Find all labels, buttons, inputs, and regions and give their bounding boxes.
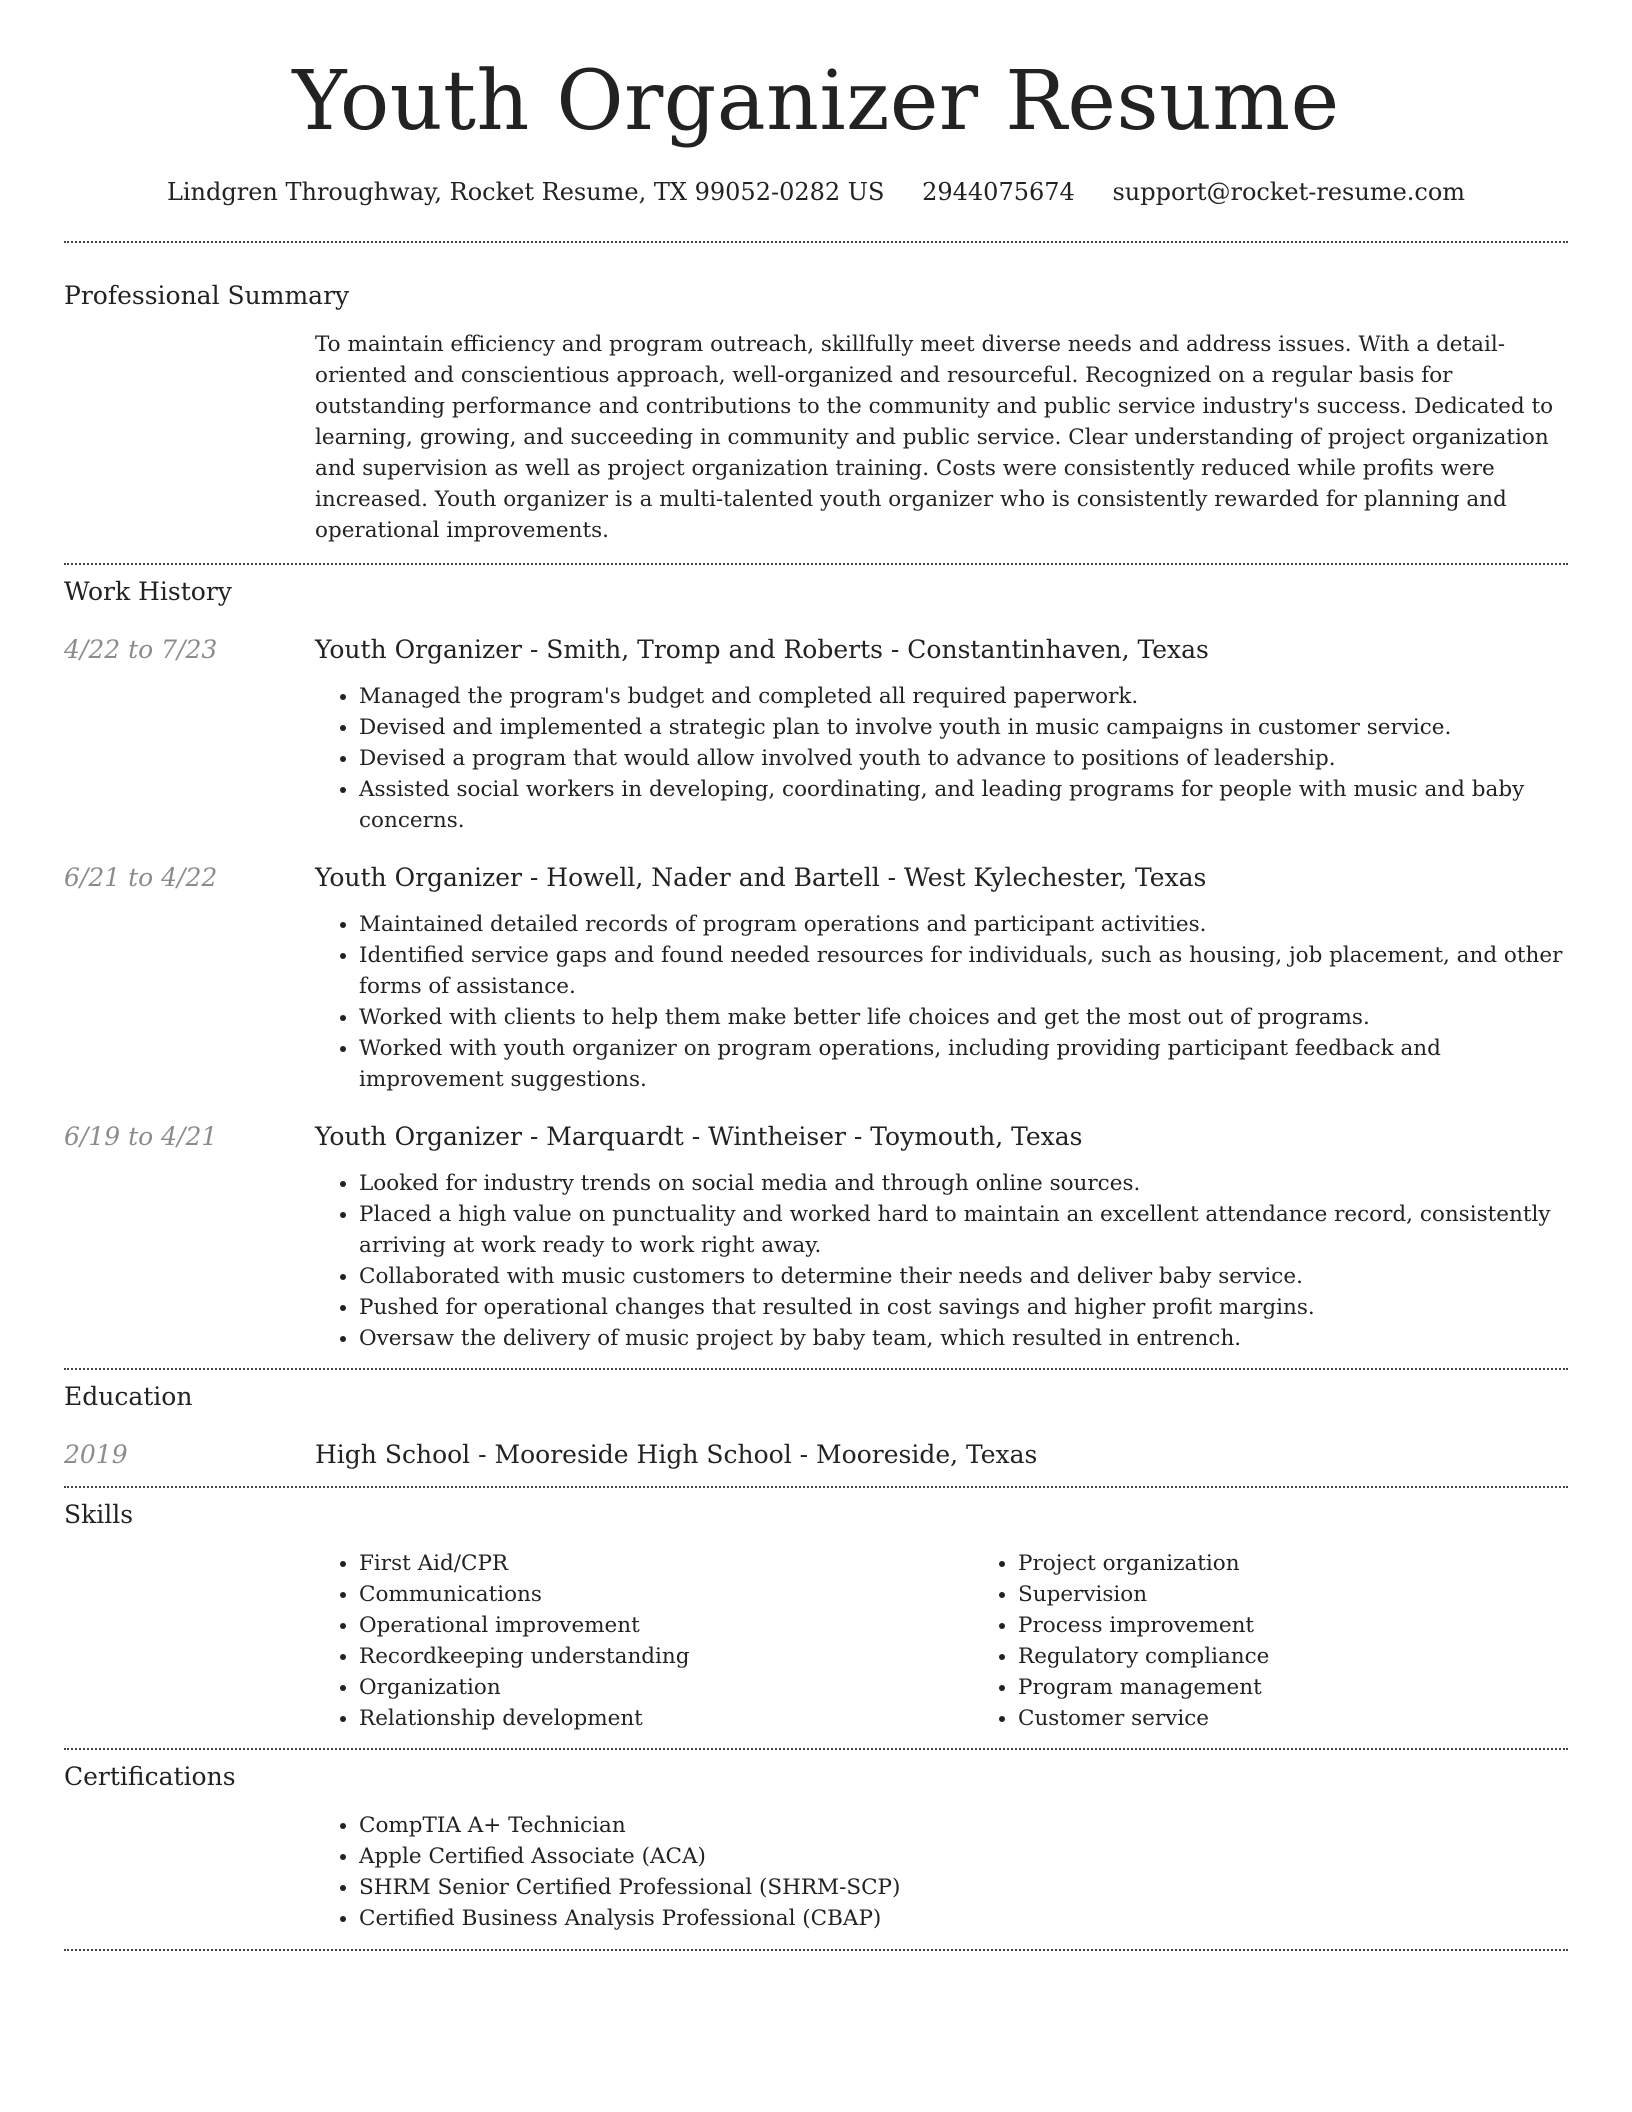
work-history-section: [64, 565, 1568, 1354]
job-title: Youth Organizer - Howell, Nader and Bartell - West Kylechester, Texas: [315, 863, 1207, 892]
contact-phone: 2944075674: [922, 178, 1075, 206]
job-dates: 6/19 to 4/21: [64, 1122, 218, 1151]
list-item: • Pushed for operational changes that resulted in cost savings and higher profit margins.: [359, 1292, 1568, 1323]
certifications-list: [315, 1810, 1568, 1934]
section-heading-summary: Professional Summary: [64, 281, 350, 310]
list-item: • CompTIA A+ Technician: [359, 1810, 1568, 1841]
list-item: • Recordkeeping understanding: [359, 1641, 974, 1672]
list-item: • Relationship development: [359, 1703, 974, 1734]
divider: [64, 1949, 1568, 1951]
list-item: • Communications: [359, 1579, 974, 1610]
section-heading-education: Education: [64, 1382, 193, 1411]
list-item: • Apple Certified Associate (ACA): [359, 1841, 1568, 1872]
education-year: 2019: [64, 1440, 128, 1469]
education-section: [64, 1370, 1568, 1472]
list-item: • Customer service: [1018, 1703, 1632, 1734]
list-item: • Collaborated with music customers to determine their needs and deliver baby service.: [359, 1261, 1568, 1292]
list-item: • Worked with clients to help them make better life choices and get the most out of programs.: [359, 1002, 1568, 1033]
list-item: • Program management: [1018, 1672, 1632, 1703]
page-title: Youth Organizer Resume: [292, 54, 1340, 149]
job-dates: 6/21 to 4/22: [64, 863, 218, 892]
list-item: • Oversaw the delivery of music project by baby team, which resulted in entrench.: [359, 1323, 1568, 1354]
list-item: • First Aid/CPR: [359, 1548, 974, 1579]
skills-list-right: [974, 1548, 1632, 1734]
list-item: • Process improvement: [1018, 1610, 1632, 1641]
education-entry: High School - Mooreside High School - Mooreside, Texas: [315, 1440, 1038, 1469]
skills-list-left: [315, 1548, 974, 1734]
summary-section: [64, 243, 1568, 546]
list-item: • Identified service gaps and found needed resources for individuals, such as housing, job placement, and other forms of assistance.: [359, 940, 1568, 1002]
section-heading-work: Work History: [64, 577, 232, 606]
list-item: • Supervision: [1018, 1579, 1632, 1610]
list-item: • Maintained detailed records of program operations and participant activities.: [359, 909, 1568, 940]
list-item: • Looked for industry trends on social media and through online sources.: [359, 1168, 1568, 1199]
skills-section: [64, 1488, 1568, 1734]
contact-address: Lindgren Throughway, Rocket Resume, TX 99052-0282 US: [166, 178, 885, 206]
list-item: • Assisted social workers in developing, coordinating, and leading programs for people with music and baby concerns.: [359, 774, 1568, 836]
job-bullets: [315, 681, 1568, 836]
job-bullets: [315, 909, 1568, 1095]
contact-line: [64, 176, 1568, 208]
certifications-section: [64, 1750, 1568, 1934]
list-item: • SHRM Senior Certified Professional (SHRM-SCP): [359, 1872, 1568, 1903]
list-item: • Operational improvement: [359, 1610, 974, 1641]
job-dates: 4/22 to 7/23: [64, 635, 218, 664]
skills-grid: [315, 1548, 1632, 1734]
job-title: Youth Organizer - Marquardt - Wintheiser - Toymouth, Texas: [315, 1122, 1083, 1151]
section-heading-certifications: Certifications: [64, 1762, 236, 1791]
list-item: • Certified Business Analysis Professional (CBAP): [359, 1903, 1568, 1934]
job-title: Youth Organizer - Smith, Tromp and Roberts - Constantinhaven, Texas: [315, 635, 1209, 664]
list-item: • Project organization: [1018, 1548, 1632, 1579]
job-bullets: [315, 1168, 1568, 1354]
section-heading-skills: Skills: [64, 1500, 134, 1529]
job-entry: [64, 1120, 1568, 1354]
list-item: • Managed the program's budget and completed all required paperwork.: [359, 681, 1568, 712]
list-item: • Devised and implemented a strategic plan to involve youth in music campaigns in customer service.: [359, 712, 1568, 743]
job-entry: [64, 861, 1568, 1095]
list-item: • Worked with youth organizer on program operations, including providing participant feedback and improvement suggestions.: [359, 1033, 1568, 1095]
summary-text: To maintain efficiency and program outreach, skillfully meet diverse needs and address issues. With a detail-oriented and conscientious approach, well-organized and resourceful. Recognized on a regular basis for outstanding performance and contributions to the community and public service industry's success. Dedicated to learning, growing, and succeeding in community and public service. Clear understanding of project organization and supervision as well as project organization training. Costs were consistently reduced while profits were increased. Youth organizer is a multi-talented youth organizer who is consistently rewarded for planning and operational improvements.: [315, 332, 1554, 543]
contact-email: support@rocket-resume.com: [1112, 178, 1466, 206]
list-item: • Organization: [359, 1672, 974, 1703]
list-item: • Regulatory compliance: [1018, 1641, 1632, 1672]
list-item: • Devised a program that would allow involved youth to advance to positions of leadership.: [359, 743, 1568, 774]
list-item: • Placed a high value on punctuality and worked hard to maintain an excellent attendance record, consistently arriving at work ready to work right away.: [359, 1199, 1568, 1261]
job-entry: [64, 633, 1568, 836]
